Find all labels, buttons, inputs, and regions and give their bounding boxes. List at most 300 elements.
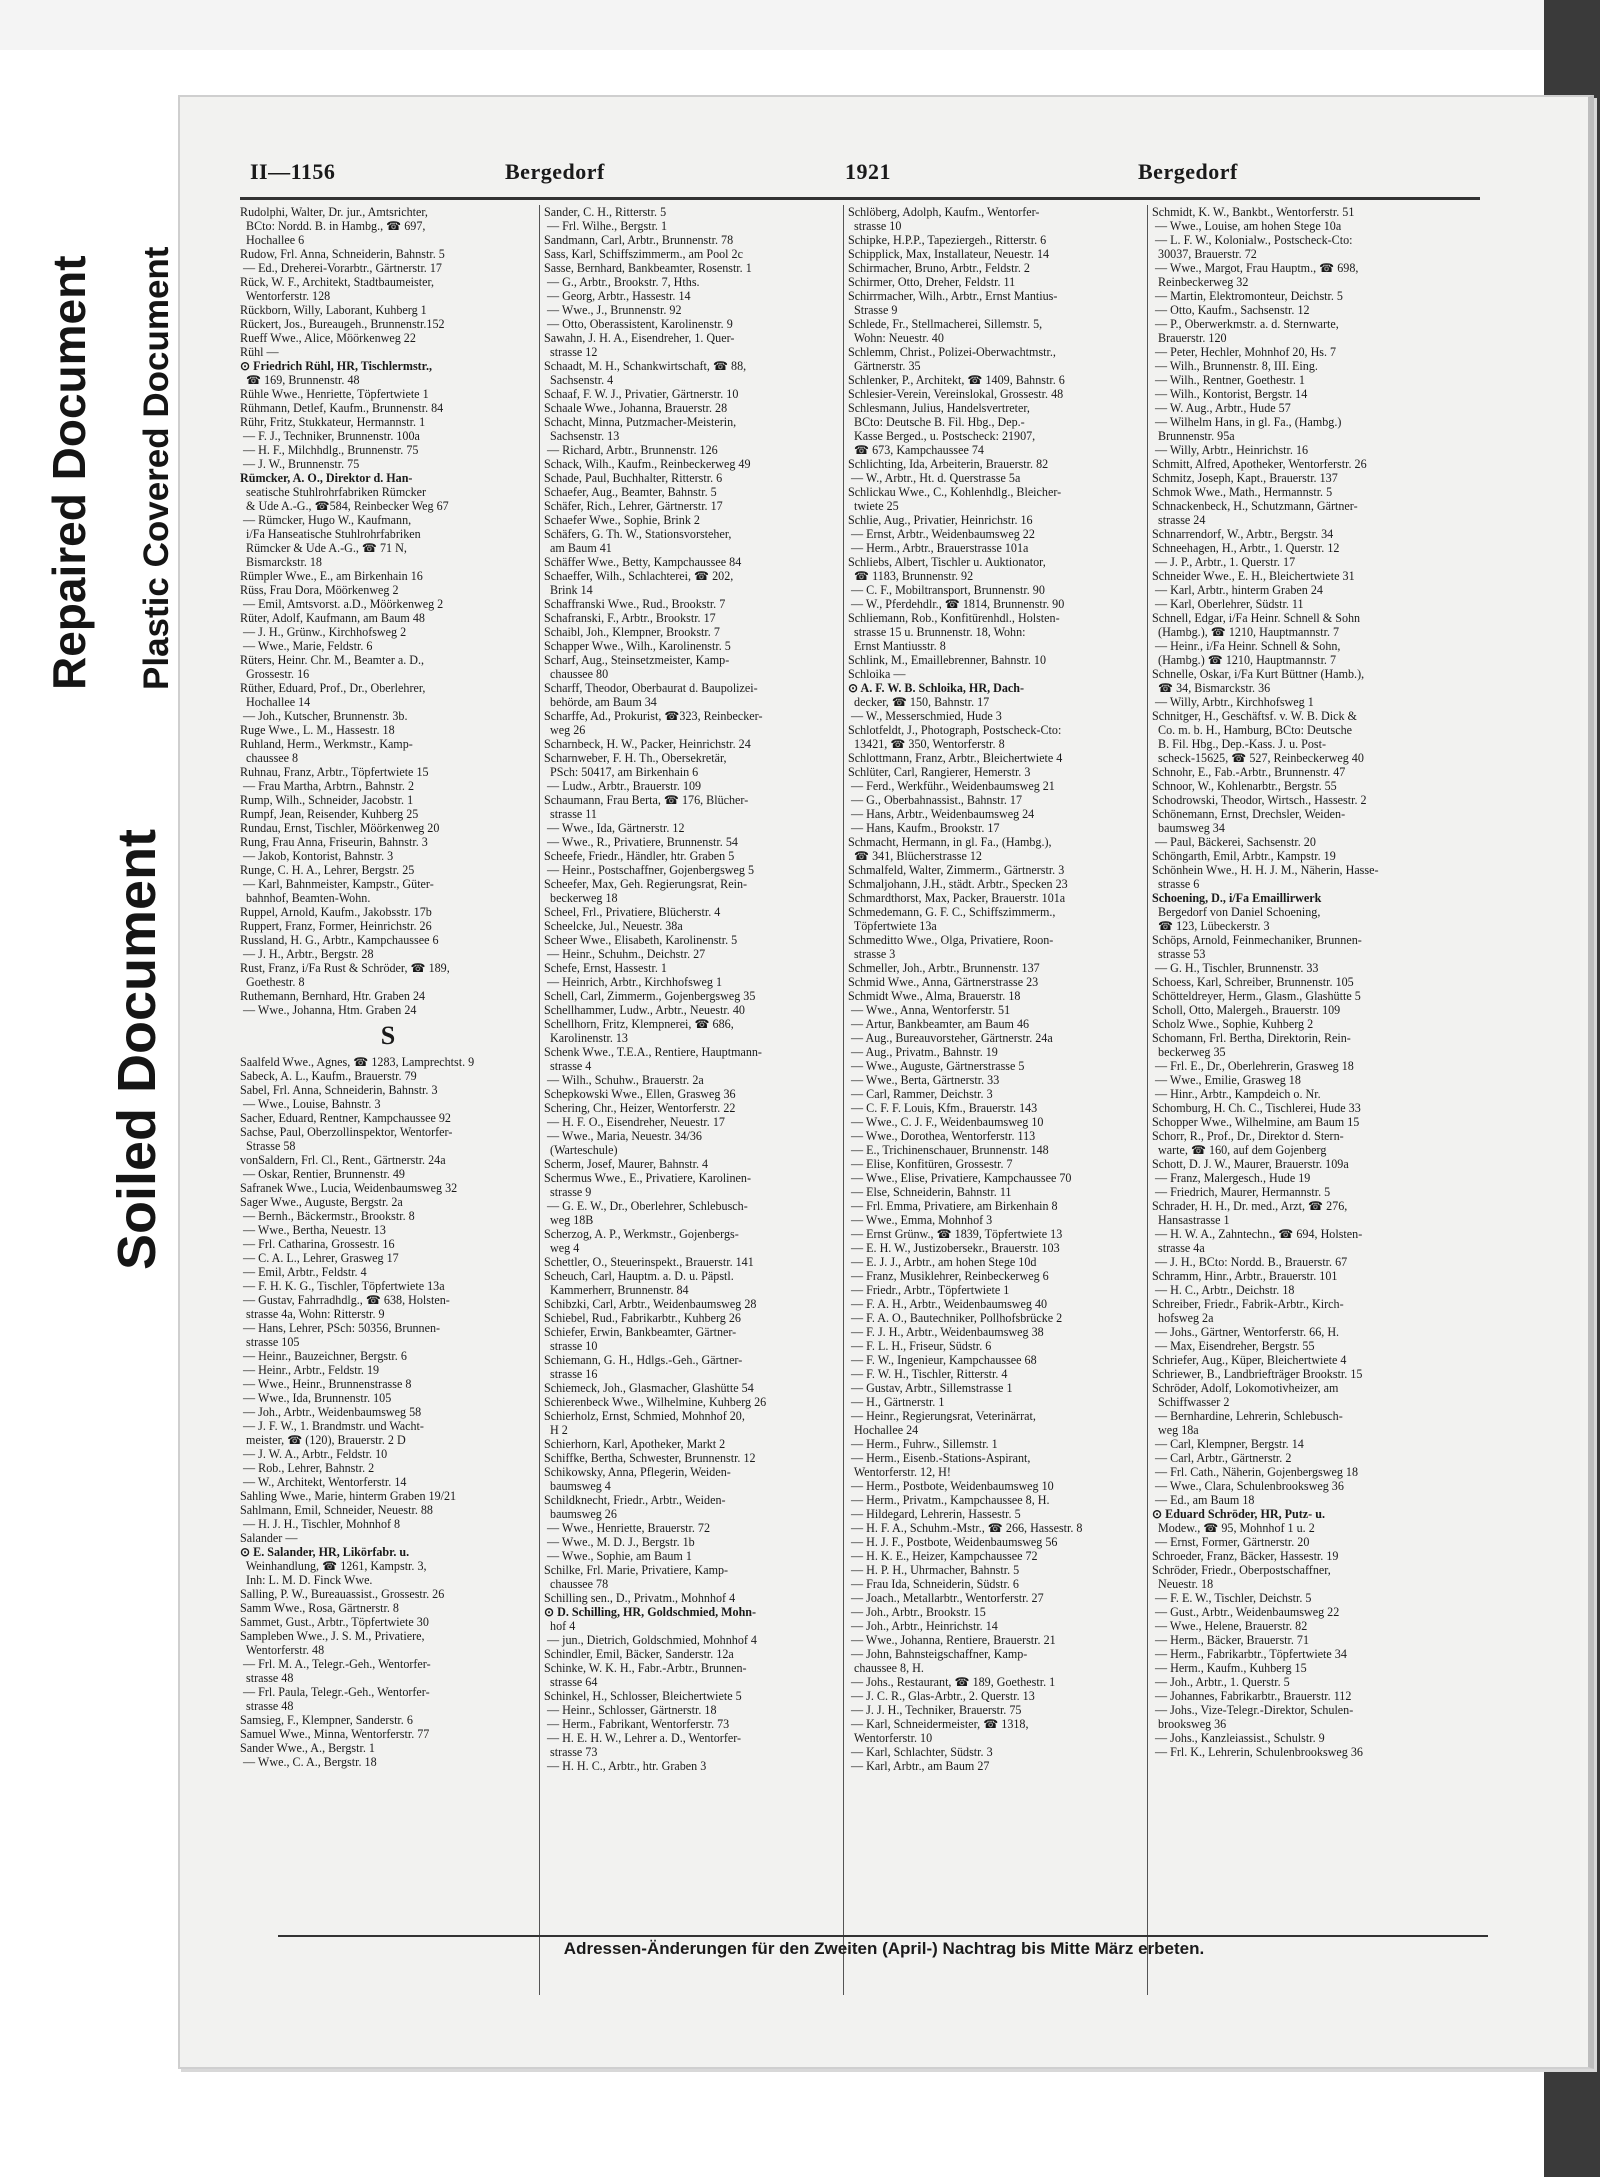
- directory-entry: — Bernhardine, Lehrerin, Schlebusch-: [1152, 1409, 1343, 1423]
- directory-entry: Ruppert, Franz, Former, Heinrichstr. 26: [240, 919, 432, 933]
- directory-entry: — C. A. L., Lehrer, Grasweg 17: [240, 1251, 399, 1265]
- directory-entry: Schildknecht, Friedr., Arbtr., Weiden-: [544, 1493, 726, 1507]
- directory-entry: strasse 24: [1152, 513, 1206, 527]
- directory-entry: Wentorferstr. 12, H!: [848, 1465, 951, 1479]
- directory-entry: weg 18a: [1152, 1423, 1199, 1437]
- directory-entry: baumsweg 26: [544, 1507, 617, 1521]
- directory-entry: Schlickau Wwe., C., Kohlenhdlg., Bleicher-: [848, 485, 1062, 499]
- directory-entry: Sabeck, A. L., Kaufm., Brauerstr. 79: [240, 1069, 417, 1083]
- directory-entry: — Else, Schneiderin, Bahnstr. 11: [848, 1185, 1012, 1199]
- directory-entry: hofsweg 2a: [1152, 1311, 1214, 1325]
- directory-entry: — H. J. H., Tischler, Mohnhof 8: [240, 1517, 401, 1531]
- directory-entry: Brink 14: [544, 583, 593, 597]
- directory-entry: Sandmann, Carl, Arbtr., Brunnenstr. 78: [544, 233, 734, 247]
- directory-entry: Neuestr. 18: [1152, 1577, 1214, 1591]
- directory-entry: Goethestr. 8: [240, 975, 305, 989]
- directory-entry: — Willy, Arbtr., Kirchhofsweg 1: [1152, 695, 1314, 709]
- directory-entry: — Herm., Fuhrw., Sillemstr. 1: [848, 1437, 998, 1451]
- directory-entry: Rümpler Wwe., E., am Birkenhain 16: [240, 569, 423, 583]
- directory-entry: Bismarckstr. 18: [240, 555, 322, 569]
- directory-entry: Rühle Wwe., Henriette, Töpfertwiete 1: [240, 387, 429, 401]
- footer-rule: [278, 1935, 1488, 1937]
- directory-entry: — Herm., Postbote, Weidenbaumsweg 10: [848, 1479, 1054, 1493]
- directory-entry: Schodrowski, Theodor, Wirtsch., Hassestr. 2: [1152, 793, 1367, 807]
- directory-entry: — Willy, Arbtr., Heinrichstr. 16: [1152, 443, 1309, 457]
- directory-entry: Grossestr. 16: [240, 667, 310, 681]
- directory-entry: — Wwe., R., Privatiere, Brunnenstr. 54: [544, 835, 738, 849]
- directory-entry-highlight: ⊙ D. Schilling, HR, Goldschmied, Mohn-: [544, 1605, 757, 1619]
- directory-entry: ☎ 169, Brunnenstr. 48: [240, 373, 360, 387]
- directory-entry: Schnackenbeck, H., Schutzmann, Gärtner-: [1152, 499, 1358, 513]
- directory-entry: — Wilh., Brunnenstr. 8, III. Eing.: [1152, 359, 1318, 373]
- directory-entry: — G. E. W., Dr., Oberlehrer, Schlebusch-: [544, 1199, 748, 1213]
- directory-entry: Schöngarth, Emil, Arbtr., Kampstr. 19: [1152, 849, 1336, 863]
- directory-entry: Russland, H. G., Arbtr., Kampchaussee 6: [240, 933, 439, 947]
- directory-entry: chaussee 80: [544, 667, 609, 681]
- directory-entry: — Gustav, Fahrradhdlg., ☎ 638, Holsten-: [240, 1293, 450, 1307]
- directory-entry: Sander Wwe., A., Bergstr. 1: [240, 1741, 375, 1755]
- directory-entry: Schönhein Wwe., H. H. J. M., Näherin, Hasse-: [1152, 863, 1379, 877]
- directory-entry: — Frau Martha, Arbtrn., Bahnstr. 2: [240, 779, 414, 793]
- directory-entry: Schrader, H. H., Dr. med., Arzt, ☎ 276,: [1152, 1199, 1348, 1213]
- directory-entry: Rückert, Jos., Bureaugeh., Brunnenstr.152: [240, 317, 445, 331]
- directory-entry: Scheelcke, Jul., Neuestr. 38a: [544, 919, 683, 933]
- directory-entry: — C. F. F. Louis, Kfm., Brauerstr. 143: [848, 1101, 1038, 1115]
- directory-entry: — Wilh., Kontorist, Bergstr. 14: [1152, 387, 1308, 401]
- directory-entry: hof 4: [544, 1619, 576, 1633]
- directory-entry: Schikowsky, Anna, Pflegerin, Weiden-: [544, 1465, 731, 1479]
- directory-entry: strasse 105: [240, 1335, 300, 1349]
- directory-entry: scheck-15625, ☎ 527, Reinbeckerweg 40: [1152, 751, 1364, 765]
- directory-entry: — Herm., Bäcker, Brauerstr. 71: [1152, 1633, 1310, 1647]
- directory-entry: — Wwe., Emma, Mohnhof 3: [848, 1213, 993, 1227]
- directory-entry: Schaeffer, Wilh., Schlachterei, ☎ 202,: [544, 569, 734, 583]
- directory-entry: (Warteschule): [544, 1143, 618, 1157]
- directory-entry: — G. H., Tischler, Brunnenstr. 33: [1152, 961, 1319, 975]
- directory-entry: — Frl. Emma, Privatiere, am Birkenhain 8: [848, 1199, 1058, 1213]
- directory-entry: Ruthemann, Bernhard, Htr. Graben 24: [240, 989, 426, 1003]
- directory-entry: Schermus Wwe., E., Privatiere, Karolinen-: [544, 1171, 751, 1185]
- page-header: [250, 159, 1470, 199]
- directory-entry: Schomann, Frl. Bertha, Direktorin, Rein-: [1152, 1031, 1351, 1045]
- directory-entry: Schnoor, W., Kohlenarbtr., Bergstr. 55: [1152, 779, 1337, 793]
- directory-entry-highlight: Rümcker, A. O., Direktor d. Han-: [240, 471, 413, 485]
- directory-entry: chaussee 78: [544, 1577, 609, 1591]
- directory-entry: — Joh., Arbtr., Weidenbaumsweg 58: [240, 1405, 422, 1419]
- directory-entry: — Wwe., Henriette, Brauerstr. 72: [544, 1521, 711, 1535]
- directory-entry: — Joh., Arbtr., Brookstr. 15: [848, 1605, 986, 1619]
- directory-entry: — Heinrich, Arbtr., Kirchhofsweg 1: [544, 975, 723, 989]
- directory-entry: — J. W., Brunnenstr. 75: [240, 457, 360, 471]
- directory-entry: — Wwe., J., Brunnenstr. 92: [544, 303, 682, 317]
- directory-entry: Scharff, Theodor, Oberbaurat d. Baupolizei-: [544, 681, 758, 695]
- directory-entry: Scheuch, Carl, Hauptm. a. D. u. Päpstl.: [544, 1269, 734, 1283]
- directory-entry: Ruge Wwe., L. M., Hassestr. 18: [240, 723, 395, 737]
- directory-entry: — H. C., Arbtr., Deichstr. 18: [1152, 1283, 1295, 1297]
- directory-entry: — Hildegard, Lehrerin, Hassestr. 5: [848, 1507, 1021, 1521]
- directory-entry: — J. H., BCto: Nordd. B., Brauerstr. 67: [1152, 1255, 1348, 1269]
- directory-entry: Rühl —: [240, 345, 279, 359]
- directory-entry: Schapper Wwe., Wilh., Karolinenstr. 5: [544, 639, 731, 653]
- directory-entry: — Bernh., Bäckermstr., Brookstr. 8: [240, 1209, 415, 1223]
- directory-entry: Reinbeckerweg 32: [1152, 275, 1249, 289]
- directory-entry: Sachsenstr. 13: [544, 429, 620, 443]
- directory-entry: Rung, Frau Anna, Friseurin, Bahnstr. 3: [240, 835, 428, 849]
- directory-entry: meister, ☎ (120), Brauerstr. 2 D: [240, 1433, 406, 1447]
- directory-entry: — F. E. W., Tischler, Deichstr. 5: [1152, 1591, 1312, 1605]
- directory-entry: — F. W. H., Tischler, Ritterstr. 4: [848, 1367, 1008, 1381]
- directory-entry: strasse 9: [544, 1185, 592, 1199]
- directory-entry: Schröder, Adolf, Lokomotivheizer, am: [1152, 1381, 1339, 1395]
- directory-entry: Schellhammer, Ludw., Arbtr., Neuestr. 40: [544, 1003, 745, 1017]
- directory-entry: Wentorferstr. 10: [848, 1731, 933, 1745]
- directory-entry: — Emil, Arbtr., Feldstr. 4: [240, 1265, 367, 1279]
- directory-entry: Wentorferstr. 128: [240, 289, 331, 303]
- directory-entry: — Frl. Cath., Näherin, Gojenbergsweg 18: [1152, 1465, 1359, 1479]
- directory-entry: Schmaljohann, J.H., städt. Arbtr., Specken 23: [848, 877, 1068, 891]
- directory-entry: — Frau Ida, Schneiderin, Südstr. 6: [848, 1577, 1019, 1591]
- directory-entry: strasse 64: [544, 1675, 598, 1689]
- directory-entry: Schipke, H.P.P., Tapeziergeh., Ritterstr. 6: [848, 233, 1047, 247]
- directory-entry: Hochallee 14: [240, 695, 311, 709]
- directory-entry: — F. J., Techniker, Brunnenstr. 100a: [240, 429, 420, 443]
- directory-entry: Hochallee 6: [240, 233, 305, 247]
- directory-entry: — Karl, Arbtr., am Baum 27: [848, 1759, 990, 1773]
- directory-entry: — Heinr., Schuhm., Deichstr. 27: [544, 947, 706, 961]
- directory-entry: Rümcker & Ude A.-G., ☎ 71 N,: [240, 541, 407, 555]
- directory-entry: Schriewer, B., Landbriefträger Brookstr. 15: [1152, 1367, 1363, 1381]
- directory-entry: — Emil, Amtsvorst. a.D., Möörkenweg 2: [240, 597, 444, 611]
- directory-entry: Bergedorf von Daniel Schoening,: [1152, 905, 1321, 919]
- directory-entry: strasse 10: [544, 1339, 598, 1353]
- directory-entry: Schack, Wilh., Kaufm., Reinbeckerweg 49: [544, 457, 751, 471]
- directory-entry: Schmok Wwe., Math., Hermannstr. 5: [1152, 485, 1333, 499]
- directory-entry: Sahlmann, Emil, Schneider, Neuestr. 88: [240, 1503, 433, 1517]
- directory-entry: Schilling sen., D., Privatm., Mohnhof 4: [544, 1591, 736, 1605]
- directory-entry: Schmeditto Wwe., Olga, Privatiere, Roon-: [848, 933, 1054, 947]
- directory-entry: 13421, ☎ 350, Wentorferstr. 8: [848, 737, 1005, 751]
- directory-entry: — J. W. A., Arbtr., Feldstr. 10: [240, 1447, 388, 1461]
- directory-entry: — Ed., am Baum 18: [1152, 1493, 1255, 1507]
- directory-entry: — Gustav, Arbtr., Sillemstrasse 1: [848, 1381, 1013, 1395]
- directory-entry: Ruppel, Arnold, Kaufm., Jakobsstr. 17b: [240, 905, 432, 919]
- directory-entry: — Rümcker, Hugo W., Kaufmann,: [240, 513, 412, 527]
- directory-entry: Schlenker, P., Architekt, ☎ 1409, Bahnstr. 6: [848, 373, 1065, 387]
- directory-entry: — Max, Eisendreher, Bergstr. 55: [1152, 1339, 1315, 1353]
- directory-entry-highlight: ⊙ E. Salander, HR, Likörfabr. u.: [240, 1545, 410, 1559]
- directory-entry: Schönemann, Ernst, Drechsler, Weiden-: [1152, 807, 1346, 821]
- directory-entry: Sammet, Gust., Arbtr., Töpfertwiete 30: [240, 1615, 429, 1629]
- directory-entry: — Joh., Arbtr., 1. Querstr. 5: [1152, 1675, 1290, 1689]
- directory-entry: Schloika —: [848, 667, 906, 681]
- directory-entry: Schibzki, Carl, Arbtr., Weidenbaumsweg 28: [544, 1297, 757, 1311]
- directory-entry: Schafranski, F., Arbtr., Brookstr. 17: [544, 611, 716, 625]
- directory-entry: — H. W. A., Zahntechn., ☎ 694, Holsten-: [1152, 1227, 1363, 1241]
- directory-entry: — Herm., Kaufm., Kuhberg 15: [1152, 1661, 1307, 1675]
- directory-entry: — Frl. M. A., Telegr.-Geh., Wentorfer-: [240, 1657, 431, 1671]
- directory-entry: weg 26: [544, 723, 586, 737]
- directory-entry: weg 4: [544, 1241, 580, 1255]
- directory-entry: — Ed., Dreherei-Vorarbtr., Gärtnerstr. 17: [240, 261, 442, 275]
- directory-entry: 30037, Brauerstr. 72: [1152, 247, 1257, 261]
- directory-entry: — F. J. H., Arbtr., Weidenbaumsweg 38: [848, 1325, 1044, 1339]
- directory-entry: Schomburg, H. Ch. C., Tischlerei, Hude 33: [1152, 1101, 1361, 1115]
- directory-entry: — W., Pferdehdlr., ☎ 1814, Brunnenstr. 90: [848, 597, 1065, 611]
- directory-entry: — Oskar, Rentier, Brunnenstr. 49: [240, 1167, 405, 1181]
- directory-entry: — H. F. A., Schuhm.-Mstr., ☎ 266, Hassestr. 8: [848, 1521, 1083, 1535]
- directory-entry: — H. E. H. W., Lehrer a. D., Wentorfer-: [544, 1731, 742, 1745]
- directory-entry: — Aug., Privatm., Bahnstr. 19: [848, 1045, 998, 1059]
- directory-entry: Schade, Paul, Buchhalter, Ritterstr. 6: [544, 471, 723, 485]
- directory-entry: Schneehagen, H., Arbtr., 1. Querstr. 12: [1152, 541, 1340, 555]
- column-divider: [843, 205, 844, 1995]
- directory-entry: Schäffer Wwe., Betty, Kampchaussee 84: [544, 555, 742, 569]
- directory-entry: — Otto, Oberassistent, Karolinenstr. 9: [544, 317, 733, 331]
- directory-entry: — Karl, Bahnmeister, Kampstr., Güter-: [240, 877, 434, 891]
- directory-entry: & Ude A.-G., ☎584, Reinbecker Weg 67: [240, 499, 449, 513]
- directory-entry: Wohn: Neuestr. 40: [848, 331, 944, 345]
- directory-entry: Samm Wwe., Rosa, Gärtnerstr. 8: [240, 1601, 399, 1615]
- directory-entry: — Wwe., Sophie, am Baum 1: [544, 1549, 692, 1563]
- directory-entry: — Rob., Lehrer, Bahnstr. 2: [240, 1461, 375, 1475]
- directory-entry: twiete 25: [848, 499, 899, 513]
- directory-entry-highlight: ⊙ A. F. W. B. Schloika, HR, Dach-: [848, 681, 1025, 695]
- directory-entry: Schnitger, H., Geschäftsf. v. W. B. Dick &: [1152, 709, 1357, 723]
- directory-entry: — Karl, Oberlehrer, Südstr. 11: [1152, 597, 1304, 611]
- directory-entry: Sacher, Eduard, Rentner, Kampchaussee 92: [240, 1111, 451, 1125]
- directory-entry: seatische Stuhlrohrfabriken Rümcker: [240, 485, 427, 499]
- directory-entry: Schaffranski Wwe., Rud., Brookstr. 7: [544, 597, 726, 611]
- directory-entry: — Frl. Catharina, Grossestr. 16: [240, 1237, 395, 1251]
- directory-entry: — H. P. H., Uhrmacher, Bahnstr. 5: [848, 1563, 1020, 1577]
- directory-entry: beckerweg 18: [544, 891, 618, 905]
- directory-entry: — Joh., Arbtr., Heinrichstr. 14: [848, 1619, 998, 1633]
- directory-entry: — W., Architekt, Wentorferstr. 14: [240, 1475, 407, 1489]
- directory-entry: Schmidt Wwe., Alma, Brauerstr. 18: [848, 989, 1021, 1003]
- directory-entry: strasse 73: [544, 1745, 598, 1759]
- directory-entry: Brunnenstr. 95a: [1152, 429, 1235, 443]
- directory-entry: strasse 16: [544, 1367, 598, 1381]
- directory-entry: Schmedemann, G. F. C., Schiffszimmerm.,: [848, 905, 1056, 919]
- directory-entry: — Wwe., Maria, Neuestr. 34/36: [544, 1129, 702, 1143]
- directory-entry: — Wwe., Johanna, Htm. Graben 24: [240, 1003, 417, 1017]
- directory-entry: strasse 4: [544, 1059, 592, 1073]
- directory-entry: Sahling Wwe., Marie, hinterm Graben 19/21: [240, 1489, 457, 1503]
- directory-entry-highlight: Schoening, D., i/Fa Emaillirwerk: [1152, 891, 1322, 905]
- directory-entry: Scheel, Frl., Privatiere, Blücherstr. 4: [544, 905, 721, 919]
- directory-entry: Schötteldreyer, Herm., Glasm., Glashütte 5: [1152, 989, 1361, 1003]
- directory-entry: Scherm, Josef, Maurer, Bahnstr. 4: [544, 1157, 709, 1171]
- directory-entry-highlight: ⊙ Eduard Schröder, HR, Putz- u.: [1152, 1507, 1325, 1521]
- directory-entry: Karolinenstr. 13: [544, 1031, 628, 1045]
- directory-entry: Schlöberg, Adolph, Kaufm., Wentorfer-: [848, 205, 1040, 219]
- directory-entry: Töpfertwiete 13a: [848, 919, 937, 933]
- directory-entry: B. Fil. Hbg., Dep.-Kass. J. u. Post-: [1152, 737, 1327, 751]
- directory-entry: Rüters, Heinr. Chr. M., Beamter a. D.,: [240, 653, 425, 667]
- directory-entry: Co. m. b. H., Hamburg, BCto: Deutsche: [1152, 723, 1352, 737]
- directory-entry: — Heinr., Regierungsrat, Veterinärrat,: [848, 1409, 1036, 1423]
- directory-entry: Rüter, Adolf, Kaufmann, am Baum 48: [240, 611, 425, 625]
- directory-entry: Schirmacher, Bruno, Arbtr., Feldstr. 2: [848, 261, 1030, 275]
- directory-entry: Ruhland, Herm., Werkmstr., Kamp-: [240, 737, 413, 751]
- directory-entry: strasse 10: [848, 219, 902, 233]
- directory-entry: — Wwe., Ida, Gärtnerstr. 12: [544, 821, 685, 835]
- directory-entry: behörde, am Baum 34: [544, 695, 657, 709]
- directory-entry: Schäfer, Rich., Lehrer, Gärtnerstr. 17: [544, 499, 723, 513]
- directory-entry: strasse 48: [240, 1671, 294, 1685]
- directory-entry: ☎ 673, Kampchaussee 74: [848, 443, 984, 457]
- directory-entry: — Gust., Arbtr., Weidenbaumsweg 22: [1152, 1605, 1340, 1619]
- directory-entry: — F. A. O., Bautechniker, Pollhofsbrücke 2: [848, 1311, 1063, 1325]
- directory-entry: Rueff Wwe., Alice, Möörkenweg 22: [240, 331, 416, 345]
- directory-entry: i/Fa Hanseatische Stuhlrohrfabriken: [240, 527, 421, 541]
- directory-entry: — E. H. W., Justizobersekr., Brauerstr. 103: [848, 1241, 1060, 1255]
- directory-entry: Brauerstr. 120: [1152, 331, 1227, 345]
- directory-entry: BCto: Deutsche B. Fil. Hbg., Dep.-: [848, 415, 1025, 429]
- directory-entry: — Wwe., Ida, Brunnenstr. 105: [240, 1391, 392, 1405]
- directory-entry: Schierenbeck Wwe., Wilhelmine, Kuhberg 26: [544, 1395, 767, 1409]
- directory-entry: strasse 6: [1152, 877, 1200, 891]
- directory-entry: Schaaf, F. W. J., Privatier, Gärtnerstr. 10: [544, 387, 739, 401]
- directory-entry: Schiebel, Rud., Fabrikarbtr., Kuhberg 26: [544, 1311, 741, 1325]
- directory-entry: Rüss, Frau Dora, Möörkenweg 2: [240, 583, 399, 597]
- directory-entry: — Ernst, Arbtr., Weidenbaumsweg 22: [848, 527, 1035, 541]
- directory-entry: — G., Arbtr., Brookstr. 7, Hths.: [544, 275, 700, 289]
- soiled-document-label: Soiled Document: [107, 828, 167, 1270]
- directory-entry: — Wilhelm Hans, in gl. Fa., (Hambg.): [1152, 415, 1342, 429]
- directory-entry: — Herm., Fabrikarbtr., Töpfertwiete 34: [1152, 1647, 1347, 1661]
- directory-entry: Salander —: [240, 1531, 298, 1545]
- directory-entry: — Martin, Elektromonteur, Deichstr. 5: [1152, 289, 1343, 303]
- directory-entry: Schlesmann, Julius, Handelsvertreter,: [848, 401, 1030, 415]
- directory-entry: — Karl, Schlachter, Südstr. 3: [848, 1745, 993, 1759]
- directory-entry: — Karl, Arbtr., hinterm Graben 24: [1152, 583, 1323, 597]
- directory-entry: Runge, C. H. A., Lehrer, Bergstr. 25: [240, 863, 415, 877]
- directory-entry: strasse 48: [240, 1699, 294, 1713]
- directory-entry: weg 18B: [544, 1213, 594, 1227]
- directory-entry: Sander, C. H., Ritterstr. 5: [544, 205, 667, 219]
- directory-entry: — Ernst, Former, Gärtnerstr. 20: [1152, 1535, 1310, 1549]
- directory-entry: Schoess, Karl, Schreiber, Brunnenstr. 105: [1152, 975, 1354, 989]
- directory-entry: — Wwe., Elise, Privatiere, Kampchaussee 70: [848, 1171, 1072, 1185]
- directory-entry: — J. J. H., Techniker, Brauerstr. 75: [848, 1703, 1022, 1717]
- directory-entry: Schlesier-Verein, Vereinslokal, Grossestr. 48: [848, 387, 1064, 401]
- directory-entry: — jun., Dietrich, Goldschmied, Mohnhof 4: [544, 1633, 757, 1647]
- directory-entry: ☎ 1183, Brunnenstr. 92: [848, 569, 974, 583]
- directory-entry: Schott, D. J. W., Maurer, Brauerstr. 109a: [1152, 1157, 1349, 1171]
- directory-entry: Kammerherr, Brunnenstr. 84: [544, 1283, 689, 1297]
- directory-entry: — Wwe., M. D. J., Bergstr. 1b: [544, 1535, 695, 1549]
- directory-entry: — Carl, Rammer, Deichstr. 3: [848, 1087, 993, 1101]
- repaired-document-label: Repaired Document: [43, 255, 95, 690]
- directory-entry: bahnhof, Beamten-Wohn.: [240, 891, 371, 905]
- directory-entry: Scheefer, Max, Geh. Regierungsrat, Rein-: [544, 877, 748, 891]
- directory-entry: Schiemeck, Joh., Glasmacher, Glashütte 54: [544, 1381, 754, 1395]
- directory-entry: — P., Oberwerkmstr. a. d. Sternwarte,: [1152, 317, 1339, 331]
- directory-entry: ☎ 341, Blücherstrasse 12: [848, 849, 982, 863]
- directory-entry: strasse 3: [848, 947, 896, 961]
- directory-entry: — Franz, Musiklehrer, Reinbeckerweg 6: [848, 1269, 1049, 1283]
- directory-entry: Rück, W. F., Architekt, Stadtbaumeister,: [240, 275, 435, 289]
- directory-entry: Schaumann, Frau Berta, ☎ 176, Blücher-: [544, 793, 749, 807]
- directory-entry: Schliebs, Albert, Tischler u. Auktionator,: [848, 555, 1046, 569]
- directory-entry: — H., Gärtnerstr. 1: [848, 1395, 945, 1409]
- directory-entry: chaussee 8: [240, 751, 299, 765]
- directory-entry: Ernst Mantiusstr. 8: [848, 639, 946, 653]
- directory-entry: Schlichting, Ida, Arbeiterin, Brauerstr. 82: [848, 457, 1049, 471]
- directory-entry: strasse 53: [1152, 947, 1206, 961]
- directory-entry: — Wwe., Marie, Feldstr. 6: [240, 639, 373, 653]
- directory-entry: (Hambg.), ☎ 1210, Hauptmannstr. 7: [1152, 625, 1340, 639]
- directory-entry: — Wwe., Louise, Bahnstr. 3: [240, 1097, 381, 1111]
- directory-entry: Sachse, Paul, Oberzollinspektor, Wentorfer-: [240, 1125, 453, 1139]
- directory-entry: Sager Wwe., Auguste, Bergstr. 2a: [240, 1195, 403, 1209]
- directory-entry: H 2: [544, 1423, 568, 1437]
- footer-note: Adressen-Änderungen für den Zweiten (April-) Nachtrag bis Mitte März erbeten.: [563, 1939, 1205, 1958]
- directory-entry: — Ludw., Arbtr., Brauerstr. 109: [544, 779, 702, 793]
- directory-entry: — J. C. R., Glas-Arbtr., 2. Querstr. 13: [848, 1689, 1035, 1703]
- directory-entry: — Joach., Metallarbtr., Wentorferstr. 27: [848, 1591, 1044, 1605]
- directory-entry: — H. F., Milchhdlg., Brunnenstr. 75: [240, 443, 419, 457]
- directory-entry: Schmid Wwe., Anna, Gärtnerstrasse 23: [848, 975, 1039, 989]
- directory-entry: PSch: 50417, am Birkenhain 6: [544, 765, 699, 779]
- directory-entry: vonSaldern, Frl. Cl., Rent., Gärtnerstr. 24a: [240, 1153, 446, 1167]
- directory-entry: Schramm, Hinr., Arbtr., Brauerstr. 101: [1152, 1269, 1338, 1283]
- header-year: 1921: [845, 159, 891, 184]
- directory-entry: — Heinr., i/Fa Heinr. Schnell & Sohn,: [1152, 639, 1341, 653]
- directory-entry: Strasse 58: [240, 1139, 296, 1153]
- directory-entry: — Johs., Restaurant, ☎ 189, Goethestr. 1: [848, 1675, 1056, 1689]
- directory-entry: — W., Arbtr., Ht. d. Querstrasse 5a: [848, 471, 1021, 485]
- directory-entry: Schlüter, Carl, Rangierer, Hemerstr. 3: [848, 765, 1031, 779]
- directory-entry: Schellhorn, Fritz, Klempnerei, ☎ 686,: [544, 1017, 734, 1031]
- directory-entry: Samsieg, F., Klempner, Sanderstr. 6: [240, 1713, 413, 1727]
- directory-entry: — J. H., Arbtr., Bergstr. 28: [240, 947, 374, 961]
- directory-entry: — Frl. Wilhe., Bergstr. 1: [544, 219, 668, 233]
- directory-entry: Schmitt, Alfred, Apotheker, Wentorferstr. 26: [1152, 457, 1367, 471]
- directory-entry: — Johs., Kanzleiassist., Schulstr. 9: [1152, 1731, 1325, 1745]
- directory-entry: Rückborn, Willy, Laborant, Kuhberg 1: [240, 303, 427, 317]
- directory-entry: Schnohr, E., Fab.-Arbtr., Brunnenstr. 47: [1152, 765, 1346, 779]
- directory-entry: ☎ 34, Bismarckstr. 36: [1152, 681, 1271, 695]
- directory-entry: — John, Bahnsteigschaffner, Kamp-: [848, 1647, 1028, 1661]
- header-place-right: Bergedorf: [1138, 159, 1238, 184]
- header-rule: [240, 197, 1480, 200]
- directory-entry: Wentorferstr. 48: [240, 1643, 325, 1657]
- directory-entry: Rühmann, Detlef, Kaufm., Brunnenstr. 84: [240, 401, 444, 415]
- directory-entry: Schäfers, G. Th. W., Stationsvorsteher,: [544, 527, 732, 541]
- directory-entry: — J. F. W., 1. Brandmstr. und Wacht-: [240, 1419, 424, 1433]
- directory-entry: — Herm., Fabrikant, Wentorferstr. 73: [544, 1717, 730, 1731]
- directory-entry: — Hans, Kaufm., Brookstr. 17: [848, 821, 1000, 835]
- directory-entry: — Paul, Bäckerei, Sachsenstr. 20: [1152, 835, 1316, 849]
- directory-entry: Scharnbeck, H. W., Packer, Heinrichstr. 24: [544, 737, 751, 751]
- directory-entry: Schierhorn, Karl, Apotheker, Markt 2: [544, 1437, 726, 1451]
- directory-entry: — F. A. H., Arbtr., Weidenbaumsweg 40: [848, 1297, 1048, 1311]
- directory-entry: Rühr, Fritz, Stukkateur, Hermannstr. 1: [240, 415, 426, 429]
- directory-entry: Rust, Franz, i/Fa Rust & Schröder, ☎ 189,: [240, 961, 450, 975]
- directory-entry: Schmardthorst, Max, Packer, Brauerstr. 101a: [848, 891, 1066, 905]
- directory-entry: strasse 11: [544, 807, 597, 821]
- directory-entry: Scherzog, A. P., Werkmstr., Gojenbergs-: [544, 1227, 739, 1241]
- directory-entry: Schaadt, M. H., Schankwirtschaft, ☎ 88,: [544, 359, 747, 373]
- directory-entry: — Wwe., Clara, Schulenbrooksweg 36: [1152, 1479, 1344, 1493]
- directory-entry: Sampleben Wwe., J. S. M., Privatiere,: [240, 1629, 425, 1643]
- directory-entry: — Wwe., Emilie, Grasweg 18: [1152, 1073, 1301, 1087]
- directory-entry: Schefe, Ernst, Hassestr. 1: [544, 961, 667, 975]
- directory-entry: — Richard, Arbtr., Brunnenstr. 126: [544, 443, 718, 457]
- directory-entry: Hansastrasse 1: [1152, 1213, 1230, 1227]
